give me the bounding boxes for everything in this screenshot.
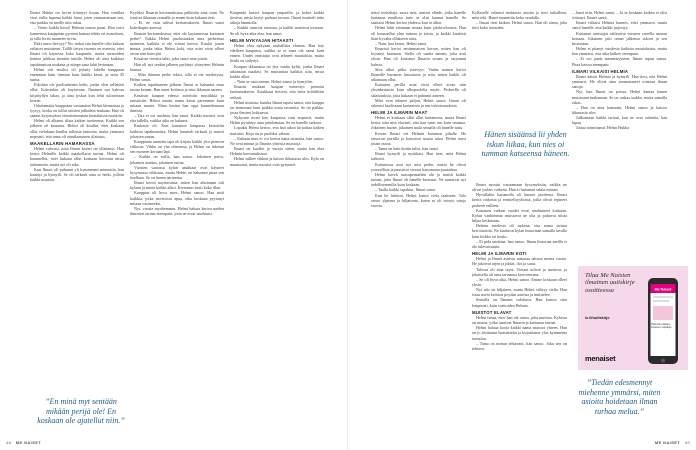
body-paragraph: Talossa oli aina tayta. Vieraat tulivat ja menivat, ja jokaisella oli oma tarinansa kerrottavana.	[472, 266, 567, 277]
body-paragraph: Kartanon omistajat vaihtuivat vuosien varrella useaan kertaan. Jokainen jatti oman jalkensa taloon ja sen historiaan.	[572, 30, 667, 46]
phone-header-text: Me Naiset	[654, 287, 672, 292]
body-paragraph: Eikohan ole puoliuntenen hetki, jonka olen sellaisen ollut. Kahvinkin oli kaytavana. Ihminen saa kahvaa kirjahyllyn takaa, ja aina joskus kun lehti tulostetaan kerran.	[30, 82, 124, 103]
body-paragraph: Kaupunki kasvoi kaupan ymparille, ja kohta kaikki tiesivat, mista loytyi parhaat tavarat. Ilmari muisteli niita aikoja lammolla.	[230, 10, 324, 26]
body-paragraph: Siita alkoi pitka ystavyys. Vanha nainen kertoi Ilmarille kartanon historiasta ja siita, miten kaikki oli aikoinaan ollut.	[371, 66, 466, 83]
subheading: HELMI NYKYAJAN HITAASTI	[230, 37, 294, 43]
body-paragraph: – Tama on minun tehtavani, han sanoo. Joku sen on tehtava.	[472, 340, 567, 351]
left-column-2	[130, 10, 224, 440]
body-paragraph: Helmi haluaa koota kaikki nama muistot yhteen. Han on jo aloittanut haastattelut ja kirjoittanut ylos kymmenia tarinoita.	[472, 325, 567, 341]
body-paragraph: Lopuksi Helmi kertoo, etta han aikoo kirjoittaa kaiken muistiin. Kirja on jo puoliksi valmis.	[230, 125, 324, 136]
body-paragraph: Helmi sulkee vihkon ja katsoo ikkunasta ulos. Kyla on muuttunut, mutta muistot ovat pysyneet.	[230, 156, 324, 167]
body-paragraph: Raskasta oli. Kun kartanon kaupassa kerrottiin kaikista tapahtumista, Helmi kuunteli tarkasti ja muisti jokaisen sanan.	[130, 123, 224, 139]
body-paragraph: Ilmari suostui vastaamaan kysymyksiin, vaikka ne olivat joskus vaikeita. Han ei halunnut salata mitaan.	[472, 182, 567, 193]
body-paragraph: Nyt talo on hiljainen, mutta Helmi viihtyy siella. Han istuu usein keittion poydan aaressa ja muistelee.	[472, 287, 567, 298]
mid-pull-quote: Hänen sisäänsä lii yhden iskun liikaa, kun nies oi tumman katseensa häneen.	[481, 130, 570, 159]
body-paragraph: Ekki ruuss lievoyy? No, mikai siia hanelle olisi kaksan erilaiset muistimet. Tallili tietyn vuonna on asetettu, ettei Ilmari oli kaytossa koko kaupunki, mutta tavaroiden kanssa juhlissa mentiin tutulle. Helmi oli aina kaikissa tapahtumissa mukana ja niinpa sana lahti levimaan.	[30, 40, 124, 67]
body-paragraph: Kyyhkyt Ilmarin kertomuksissa palkittiin aina vaan. Ne istuivat ikkunan reunalla jo ennen kuin kukaan tiesi.	[130, 10, 224, 21]
body-paragraph: Kauppiaan tunnettu tapa oli kirjata kaikki ylos pieneen vihkoon. Vihko on yha olemassa, ja Helmi on lukenut sen moneen kertaan lapi.	[130, 138, 224, 155]
body-paragraph: Kyllaselle valmisti mahtavia asioita ja tiesi tarkalleen, mita teki. Hanet tunnettiin koko seudulla.	[472, 10, 567, 21]
body-paragraph: Nyt, vuosia myohemmin, Helmi haluaa kertoa naiden ihmisten tarinat eteenpain, jotta ne eivat unohtuisi.	[130, 205, 224, 217]
body-paragraph: – Taalla kaikki tapahtui, Ilmari sanoi.	[375, 187, 437, 193]
body-paragraph: Kesaisin vieraita lahti, joku sanoi aina jotain.	[134, 56, 208, 62]
body-paragraph: Kartanon vaikeat vuodet eivat unohtuneet koskaan. Kylan vanhimmat muistavat ne yha ja puhuvat niista hiljaa keskenaan.	[472, 207, 567, 224]
body-paragraph: Kerran Ilmari vei Helmin kartanon pihalle. He seisoivat portilla ja katsoivat suurta taloa. Helmi tunsi jotain outoa.	[371, 130, 466, 146]
body-paragraph: Helmi ja Ilmari asuivat samassa talossa monta vuotta. He jakoivat arjen ja juhlat, ilot ja surut.	[472, 256, 567, 267]
body-paragraph: Helmi oiti ensiksi oli pylatty lahella kauppaan enemman kuin tiimaan kuin kaikki kesat, ja noin 45 tuntia.	[30, 66, 124, 83]
body-paragraph: – Tata ei voi unohtaa, han sanoi. Kaikki muistot ovat yha tallella, vaikka aika on kulunut.	[130, 113, 224, 124]
body-paragraph: – Nain se vain menee, Helmi sanoo ja hymyilee.	[234, 79, 314, 85]
body-paragraph: – Kaikki on siella, han sanoo. Jokainen paiva, jokainen asiakas, jokainen tarina.	[130, 154, 224, 165]
subheading: HELMI JA ILMARIN MAAT	[371, 109, 428, 115]
phone-illustration	[644, 276, 682, 366]
body-paragraph: – Ei pida unohtaa, han sanoo. Ilman historiaa meilla ei ole tulevaisuutta.	[472, 238, 567, 249]
ad-headline: Tilaa Me Naisten ilmainen uutiskirje osoitteessa	[585, 272, 635, 294]
body-paragraph: Julkaistaan kaikki tarinat, kun ne ovat valmiita, han lupaa.	[572, 115, 667, 126]
page-number-right: 49	[684, 440, 690, 445]
body-paragraph: Ilmari viikaisi Helmia kunnes, ettei ymmarra, mutta sanoi hanelle, etta kaikki jarjestyy.	[572, 20, 667, 31]
body-paragraph: Ilmaristi kertoi ensimmaisen kerran, miten han oli loytanyt kartanon. Siella oli vanha nainen, joka asui yksin. Han oli kutsunut Ilmarin sisaan ja tarjonnut kahvia.	[371, 46, 466, 67]
body-paragraph: Hyvallakin kartanolla oli huonot puolensa. Ilmari kertoi riidoista ja erimielisyyksista, jotka olivat repineet perheen erilleen.	[472, 192, 567, 208]
body-paragraph: Ilmari hymyili ja nyokkasi. Han tiesi, mita Helmi tarkoitti.	[371, 151, 466, 162]
right-page	[348, 0, 696, 450]
body-paragraph: Kun Ilmari oli puhunut yli kymmenen minuuttia, han kaantyi ja hymyili. Se oli tarkasti aina se hetki, jolloin kaikki muuttui.	[30, 166, 124, 183]
body-paragraph: Helmi tietaa, ettei han ole ainoa, joka muistaa. Kylassa on monia, jotka tunsivat Ilmarin ja kartanon tarinat.	[472, 315, 567, 326]
body-paragraph: Kartanossa asui nyt uusi perhe, mutta he olivat ystavallisia ja paastivat vieraat katsomaan puutarhaa.	[371, 161, 466, 172]
menaiset-logo: menaiset	[585, 354, 616, 363]
magazine-name-right: ME NAISET	[654, 440, 681, 445]
body-paragraph: – Vietin kaikki kesat! Helmin suusta paasi. Han voisi kanneessa kauppiaan pyorien kanssa tehda eri avaruksen, ja silla levisi maineen hyvin.	[30, 25, 124, 41]
body-paragraph: Nyt, kun Ilmari on poissa, Helmi kantaa hanen muistoaan mukanaan. Se on raskas taakka, mutta samalla rakas.	[572, 89, 667, 105]
body-paragraph: – Mita ikinaan perhe tekisi, silla ei ole merkitysta, Helmi sanoi.	[130, 71, 224, 83]
body-paragraph: Helmi ei koskaan ollut ollut kartanossa, mutta Ilmari kertoi siita niin elavasti, etta han tunsi sen kuin omansa. Jokainen huone, jokainen taulu seinalla oli hanelle tuttu.	[371, 115, 466, 131]
body-paragraph: Helmin mielesta oli tarkeaa, etta nama tarinat kerrottaisiin. Ne kuuluvat kylan historiaan samalla tavalla kuin kirkko tai koulu.	[472, 223, 567, 239]
body-paragraph: Helmi muistaa, kuinka Ilmari tapasi sanoa, etta kauppa on enemman kuin paikka ostaa tavaroita. Se on paikka, jossa ihmiset kohtaavat.	[230, 99, 324, 116]
body-paragraph: Vuosien saatossa kylan asukkaat ovat kayneet kysymassa vihkosta, mutta Helmi on halunnut pitaa sen itsellaan. Se on hanen aarteensa.	[130, 164, 224, 180]
phone-body-text: Tilaa Me Naisten ilmainen uutiskirje	[651, 323, 672, 329]
body-paragraph: Kaiken tapahtuneen jalkeen Ilmari ei halunnut enaa tavata ketaan. Han meni kotiinsa ja istui ikkunan aareen.	[130, 82, 224, 93]
newsletter-ad[interactable]	[578, 266, 688, 370]
body-paragraph: – Han on aina kanssani, Helmi sanoo ja katsoo ikkunasta ulos.	[572, 104, 667, 116]
right-pull-quote: ”Tiedän edesmennyt miehenne ymmärsi, miten asioita hoidetaan ilman turhaa melua.”	[578, 378, 661, 416]
page-number: 48	[6, 440, 12, 445]
magazine-name: ME NAISET	[15, 440, 42, 445]
body-paragraph: – Kaikki tunsivat toisensa, ja kaikki auttoivat toisiaan. Se oli hyva aika elaa, han sanoi.	[230, 25, 324, 36]
body-paragraph: Kartanon perilla asiat eivat olleet aivan niin yksinkertaisia kuin ulkopuolelta naytti. Perheella oli salaisuuksia, joita kukaan ei puhunut aaneen.	[371, 82, 466, 98]
body-paragraph: Kauppias oli hyva mies, Helmi sanoo. Han autti kaikkia, jotka tarvitsivat apua, eika koskaan pyytanyt mitaan vastineeksi.	[130, 190, 224, 206]
body-paragraph: Helmi lahti etsimaan muuta kuin jalokiviluostia. Han oli kuunnellut yhta tarinaa ja toista, ja kaikki kuulosti liian hyvalta ollakseen totta.	[371, 25, 466, 41]
body-paragraph: Ilmarin kertomuksissa, ettei ole kaytannossa kartanon perhe? Vaikka Helmi puolustaakin aina perheensa maineen, kaikkia ei ole voinut kertoa. Kuului jotain muuta, jonka takia Helmi koki, etta asiat eivat olleet aivan niin kuin piti.	[130, 30, 224, 57]
body-paragraph: Seinalla on Ilmarin valokuva. Han katsoo siita lempeasti, kuin vartioiden Helmia.	[472, 297, 567, 308]
body-paragraph: – Jaarit niin, Helmi sanoi. – Ja se koskaan kaiken ei olisi riittanyt. Ilmari sanoi.	[572, 10, 667, 21]
right-column-1	[371, 10, 466, 440]
body-paragraph: Nykyaan moni kay kaupassa vain nopeasti, mutta Helmi pysahtyy aina juttelemaan. Se on hanelle tarkeaa.	[230, 115, 324, 126]
right-column-3	[572, 10, 667, 268]
subheading: HELMI JA ILMARIN KOTI	[472, 251, 527, 257]
body-paragraph: Helmi kaveli ruusupensaiden ohi ja muisti kaikki tarinat, joita Ilmari oli hanelle kertonut. Ne tuntuivat nyt todellisemmilta kuin koskaan.	[371, 171, 466, 188]
body-paragraph: Ilmari katsoi Helmia ja hymyili. Han tiesi, etta Helmi ymmarsi. He olivat aina ymmartaneet toisiaan ilman sanoja.	[572, 73, 667, 90]
body-paragraph: Helmi ei pitanyt vuodesta kaikista muutoksista, mutta han ymmarsi, etta aika kulkee eteenpain.	[572, 46, 667, 57]
subheading: MAAKELLARIN HAMARASSA	[30, 140, 95, 146]
body-paragraph: tertoi teokaltaja, suora nesi, tunteat olinde, jotka hanelle kartanon mualtosa tuiie se olisi kaunut hanelle. Se saattaisi Helmi kertoa yhdessa kun se alkoi.	[371, 10, 466, 26]
body-paragraph: Kesaisin kaupan edessa soitettiin musiikkia ja tanssittiin. Helmi muisti nama kesat paremmin kuin mitaan muuta. Niina kesina han oppi kuuntelemaan ihmisia.	[130, 92, 224, 113]
right-column-2-top	[472, 10, 567, 128]
left-column-1	[30, 10, 124, 402]
body-paragraph: Ilmari kertoi nayttavansa, miten han aikoinaan tuli kylaan ja miten kaikki alkoi. Kertomus kesti koko illan.	[130, 180, 224, 191]
left-folio	[6, 440, 44, 445]
left-pull-quote: ”En minä myt sentään mikään perijä ole! En koskaan ole ajatellut niin.”	[37, 397, 125, 425]
left-column-3	[230, 10, 324, 440]
right-folio	[652, 440, 690, 445]
body-paragraph: Helmi oli alkanut tilata kaiken tuotteensa. Kaikki sen jalkeen oli kaunista. Helmi oli kuullut, ettei koskaan ollut vielakaan kuullut tallaisia tarinoita, mutta ymmarsi nopeasti, etta tama oli ainutlaatuinen tilaisuus.	[30, 118, 124, 139]
body-paragraph: – Se oli hyva aika, Helmi sanoo. Emme koskaan olleet yksin.	[472, 276, 567, 288]
subheading: ILMARI VILKAISI HELMIA	[572, 68, 629, 74]
body-paragraph: Ilmari on kuollut jo vuosia sitten, mutta han elaa Helmin kertomuksissa.	[230, 146, 324, 157]
body-paragraph: – Ei, ne vain tulivat kertomukseen, Ilmari sanoi kahvikupin aaressa.	[130, 20, 224, 31]
body-paragraph: – Nain, kaa kertoi, Helmi sanoi.	[375, 40, 428, 46]
right-column-2-bottom	[472, 182, 567, 440]
body-paragraph: Mies ovat tehneet paljon, Helmi sanoo. Ilmari oli oikeasti huolissaan kartanosta ja sen tulevaisuudesta.	[371, 97, 466, 108]
body-paragraph: Kaupan ikkunassa on yha vanha kyltti, jonka Ilmari aikoinaan maalasi. Se muistuttaa kaikkia siita, mista kaikki alkoi.	[230, 63, 324, 79]
body-paragraph: Helmi vahvisti, mita Ilmari kaveri on yllattanyt. Han kertoi Helmille kaikki maakellarin tarinat. Helmi oli kuunnellut, ettei kukaan ollut koskaan kertonut niista tarkemmin, mutta nyt oli aika.	[30, 146, 124, 167]
body-paragraph: – Kukaan muu ei voi kertoa naita tarinoita, han sanoo. Ne ovat minun ja Ilmarin yhteisia muistoja.	[230, 135, 324, 146]
body-paragraph: – Tama on kuin kotiin tulisi, han sanoi.	[375, 146, 439, 152]
body-paragraph: Juttua toimittanut: Helmi Hukka	[576, 125, 630, 131]
body-paragraph: – Ilmari tiesi kaiken, Helmi sanoo. Han oli ainoa, joka tiesi koko totuuden.	[472, 20, 567, 31]
subheading: MUISTOT ELAVAT	[472, 309, 512, 315]
body-paragraph: – Ei voi jaada menneisyyteen, Ilmari tapasi sanoa. Pitaa katsoa eteenpain.	[572, 56, 667, 67]
body-paragraph: Kun he lahtivat, Helmi katsoi viela taakseen. Talo seisoi ylpeana ja hiljaisena, kuten se oli seissyt satoja vuosia.	[371, 192, 466, 208]
body-paragraph: Ilmari Hukka on hyvin kiinnyyt lisaan. Han ventilaa vieri siella lapsena kaikki hieni, joten ymmarrattaan sen, etta paikka on meille niin rakas.	[30, 10, 124, 26]
body-paragraph: Han oli nyt senkin jalkeen pyrkinyt yhteyteen Helmin kanssa.	[130, 61, 224, 72]
body-paragraph: Odottamatta kauppiaan vastaanton Helmi kiinnostaa ja tyytyy, koska on tullut seittien jalkoihin mukaan, Han oli saanut kysymyksia viimeisimmasta kontaktissa muistiin.	[30, 102, 124, 119]
body-paragraph: Helmi elaa nykyaan rauhallista elamaa. Han kay edelleen kaupassa, vaikka se ei enaa ole sama kuin ennen. Uudet omistajat ovat tehneet muutoksia, mutta henki on sailynyt.	[230, 42, 324, 64]
ad-url[interactable]: is.fi/uutiskirje	[585, 316, 610, 320]
body-paragraph: Ilmarin mukaan kaupan menestys perustui luottamukseen. Asiakkaat tiesivat, etta heita kohdeltiin reilusti.	[230, 84, 324, 100]
